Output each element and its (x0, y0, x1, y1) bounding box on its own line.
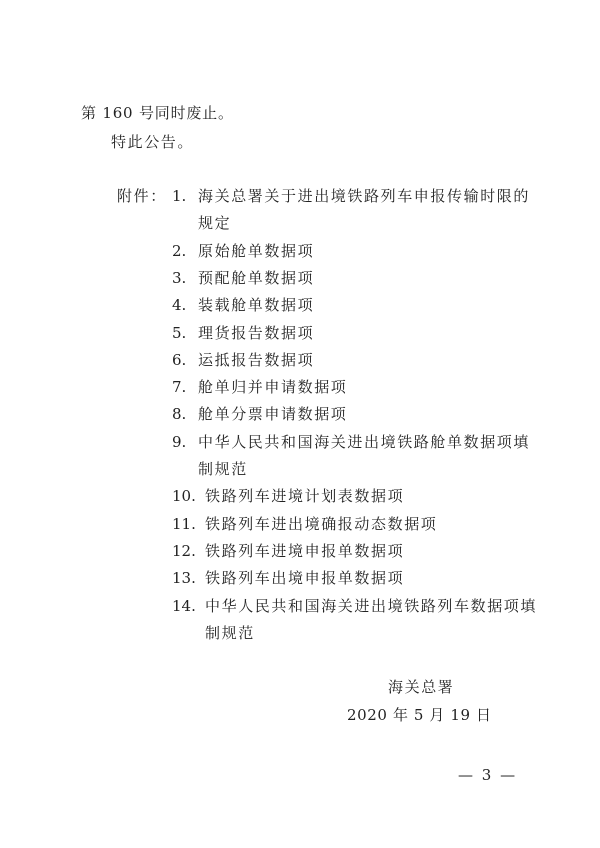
attachment-number: 4. (172, 296, 187, 315)
issuer-signature: 海关总署 (388, 678, 455, 696)
attachment-title-line: 装载舱单数据项 (198, 296, 315, 315)
attachment-title-line: 制规范 (205, 623, 255, 642)
attachments-label: 附件： (117, 187, 167, 205)
attachment-number: 14. (172, 596, 196, 615)
page-number: — 3 — (458, 766, 518, 784)
attachment-title-line: 舱单分票申请数据项 (198, 405, 348, 424)
attachment-number: 1. (172, 187, 187, 205)
attachment-title-line: 理货报告数据项 (198, 323, 315, 342)
attachment-title-line: 规定 (198, 214, 232, 233)
issue-date: 2020 年 5 月 19 日 (347, 706, 492, 724)
attachment-number: 3. (172, 268, 187, 287)
attachment-number: 13. (172, 569, 196, 588)
attachment-title-line: 铁路列车出境申报单数据项 (205, 569, 405, 588)
attachment-number: 2. (172, 241, 187, 260)
attachment-title-line: 铁路列车进出境确报动态数据项 (205, 514, 438, 533)
attachment-title-line: 铁路列车进境计划表数据项 (205, 487, 405, 506)
notice-closing: 特此公告。 (111, 133, 195, 151)
attachment-number: 5. (172, 323, 187, 342)
attachment-title-line: 海关总署关于进出境铁路列车申报传输时限的 (198, 187, 531, 205)
attachment-number: 6. (172, 350, 187, 369)
body-continuation: 第 160 号同时废止。 (81, 104, 234, 122)
attachment-number: 8. (172, 405, 187, 424)
attachment-number: 10. (172, 487, 196, 506)
attachment-number: 9. (172, 432, 187, 451)
attachment-title-line: 原始舱单数据项 (198, 241, 315, 260)
attachment-number: 7. (172, 378, 187, 397)
attachment-title-line: 舱单归并申请数据项 (198, 378, 348, 397)
attachment-title-line: 制规范 (198, 460, 248, 478)
attachment-title-line: 中华人民共和国海关进出境铁路舱单数据项填 (198, 432, 531, 451)
attachment-number: 12. (172, 541, 196, 560)
attachment-number: 11. (172, 514, 196, 533)
attachment-title-line: 铁路列车进境申报单数据项 (205, 541, 405, 560)
attachment-title-line: 运抵报告数据项 (198, 350, 315, 369)
attachment-title-line: 中华人民共和国海关进出境铁路列车数据项填 (205, 596, 538, 615)
attachment-title-line: 预配舱单数据项 (198, 268, 315, 287)
